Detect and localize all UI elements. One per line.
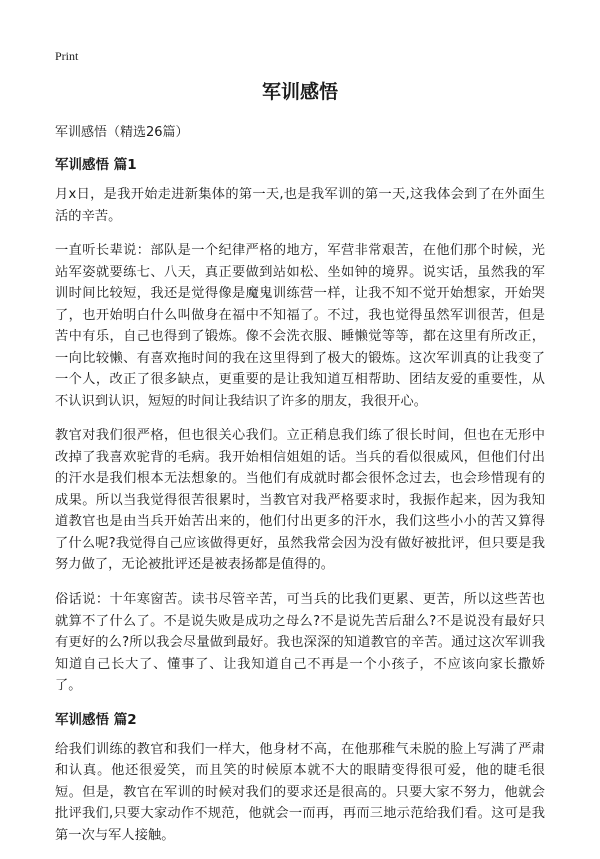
paragraph: 月x日，是我开始走进新集体的第一天,也是我军训的第一天,这我体会到了在外面生活的辛苦。 [55, 187, 545, 224]
document-body [55, 78, 545, 859]
page-title: 军训感悟 [261, 81, 338, 103]
section-2 [55, 711, 545, 847]
section-heading: 军训感悟 篇1 [55, 157, 137, 173]
paragraph: 俗话说：十年寒窗苦。读书尽管辛苦，可当兵的比我们更累、更苦，所以这些苦也就算不了什么了。不是说失败是成功之母么?不是说先苦后甜么?不是说没有最好只有更好的么?所以我会尽量做到最好。我也深深的知道教官的辛苦。通过这次军训我知道自己长大了、懂事了、让我知道自己不再是一个小孩子，不应该向家长撒娇了。 [55, 592, 545, 694]
print-link[interactable]: Print [55, 49, 79, 63]
paragraph: 一直听长辈说：部队是一个纪律严格的地方，军营非常艰苦，在他们那个时候，光站军姿就要练七、八天，真正要做到站如松、坐如钟的境界。说实话，虽然我的军训时间比较短，我还是觉得像是魔鬼训练营一样，让我不知不觉开始想家，开始哭了，也开始明白什么叫做身在福中不知福了。不过，我也觉得虽然军训很苦，但是苦中有乐，自己也得到了锻炼。像不会洗衣服、睡懒觉等等，都在这里有所改正，一向比较懒、有喜欢拖时间的我在这里得到了极大的锻炼。这次军训真的让我变了一个人，改正了很多缺点，更重要的是让我知道互相帮助、团结友爱的重要性，从不认识到认识，短短的时间让我结识了许多的朋友，我很开心。 [55, 243, 545, 409]
paragraph: 教官对我们很严格，但也很关心我们。立正稍息我们练了很长时间，但也在无形中改掉了我喜欢驼背的毛病。我开始相信姐姐的话。当兵的看似很威风，但他们付出的汗水是我们根本无法想象的。当他们有成就时都会很怀念过去，也会珍惜现有的成果。所以当我觉得很苦很累时，当教官对我严格要求时，我振作起来，因为我知道教官也是由当兵开始苦出来的，他们付出更多的汗水，我们这些小小的苦又算得了什么呢?我觉得自己应该做得更好，虽然我常会因为没有做好被批评，但只要是我努力做了，无论被批评还是被表扬都是值得的。 [55, 428, 545, 573]
paragraph: 给我们训练的教官和我们一样大，他身材不高，在他那稚气未脱的脸上写满了严肃和认真。他还很爱笑，而且笑的时候原本就不大的眼睛变得很可爱，他的睫毛很短。但是，教官在军训的时候对我们的要求还是很高的。只要大家不努力，他就会批评我们,只要大家动作不规范，他就会一而再，再而三地示范给我们看。这可是我第一次与军人接触。 [55, 741, 545, 843]
section-heading: 军训感悟 篇2 [55, 711, 137, 728]
document-subtitle: 军训感悟（精选26篇） [55, 125, 189, 140]
section-1 [55, 156, 545, 697]
